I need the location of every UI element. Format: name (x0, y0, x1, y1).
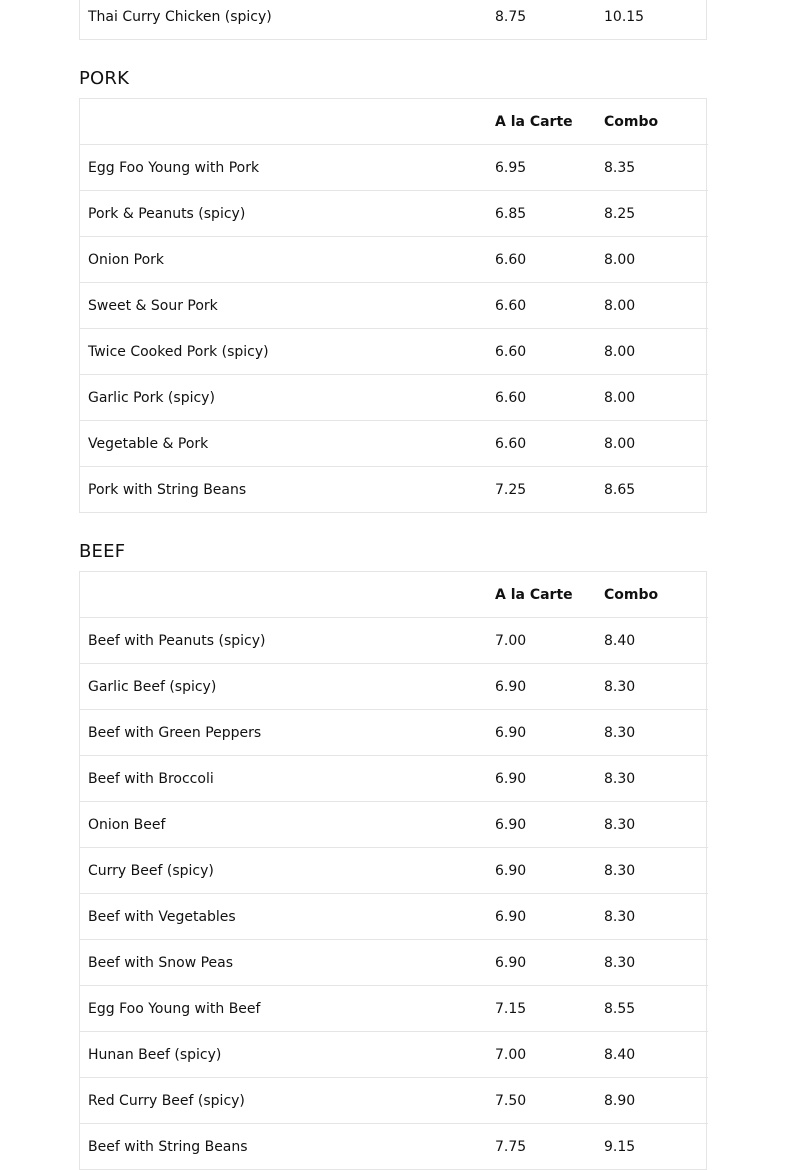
combo-price-cell: 8.30 (596, 710, 708, 756)
a-la-carte-price-cell: 6.95 (487, 145, 596, 191)
table-row (80, 421, 708, 467)
table-row (80, 618, 708, 664)
table-row (80, 894, 708, 940)
table-row (80, 1124, 708, 1170)
item-name-cell: Pork & Peanuts (spicy) (80, 191, 487, 237)
a-la-carte-price-cell: 6.90 (487, 710, 596, 756)
combo-price-cell: 8.65 (596, 467, 708, 513)
pork-table-body (80, 99, 708, 512)
header-combo-cell: Combo (604, 586, 659, 603)
item-name-cell: Egg Foo Young with Beef (80, 986, 487, 1032)
a-la-carte-price-cell: 7.00 (487, 1032, 596, 1078)
table-row (80, 1078, 708, 1124)
item-name-cell: Vegetable & Pork (80, 421, 487, 467)
item-name-cell: Pork with String Beans (80, 467, 487, 513)
beef-table-body (80, 572, 708, 1169)
table-row (80, 848, 708, 894)
header-combo-cell: Combo (604, 113, 659, 130)
combo-price-cell: 8.00 (596, 329, 708, 375)
combo-price-cell: 10.15 (604, 8, 645, 25)
a-la-carte-price-cell: 6.60 (487, 283, 596, 329)
combo-price-cell: 8.30 (596, 848, 708, 894)
table-row (80, 329, 708, 375)
combo-price-cell: 8.40 (596, 618, 708, 664)
combo-price-cell: 8.40 (596, 1032, 708, 1078)
table-row (80, 710, 708, 756)
header-name-cell (80, 99, 487, 145)
a-la-carte-price-cell: 6.90 (487, 802, 596, 848)
table-row (80, 802, 708, 848)
a-la-carte-price-cell: 7.75 (487, 1124, 596, 1170)
item-name-cell: Beef with Green Peppers (80, 710, 487, 756)
pork-table (79, 98, 707, 513)
item-name-cell: Thai Curry Chicken (spicy) (88, 8, 272, 25)
beef-table-grid (80, 572, 708, 1169)
a-la-carte-price-cell: 6.90 (487, 848, 596, 894)
table-row (80, 986, 708, 1032)
chicken-table-body (80, 0, 708, 39)
table-row (80, 940, 708, 986)
combo-price-cell: 8.00 (596, 421, 708, 467)
combo-price-cell: 8.30 (596, 802, 708, 848)
a-la-carte-price-cell: 6.90 (487, 756, 596, 802)
a-la-carte-price-cell: 8.75 (495, 8, 527, 25)
combo-price-cell: 8.30 (596, 894, 708, 940)
item-name-cell: Beef with Snow Peas (80, 940, 487, 986)
combo-price-cell: 8.00 (596, 283, 708, 329)
combo-price-cell: 8.90 (596, 1078, 708, 1124)
a-la-carte-price-cell: 6.90 (487, 894, 596, 940)
a-la-carte-price-cell: 6.60 (487, 421, 596, 467)
item-name-cell: Beef with Peanuts (spicy) (80, 618, 487, 664)
chicken-table (79, 0, 707, 40)
a-la-carte-price-cell: 6.60 (487, 375, 596, 421)
beef-table (79, 571, 707, 1170)
table-row (80, 467, 708, 513)
combo-price-cell: 9.15 (596, 1124, 708, 1170)
table-row (80, 756, 708, 802)
a-la-carte-price-cell: 7.25 (487, 467, 596, 513)
combo-price-cell: 8.30 (596, 940, 708, 986)
table-row (80, 375, 708, 421)
a-la-carte-price-cell: 7.50 (487, 1078, 596, 1124)
table-row (80, 237, 708, 283)
a-la-carte-price-cell: 6.90 (487, 940, 596, 986)
combo-price-cell: 8.30 (596, 664, 708, 710)
item-name-cell: Garlic Pork (spicy) (80, 375, 487, 421)
header-a-la-carte-cell: A la Carte (495, 586, 573, 603)
table-row (80, 283, 708, 329)
item-name-cell: Onion Beef (80, 802, 487, 848)
table-row (80, 664, 708, 710)
item-name-cell: Egg Foo Young with Pork (80, 145, 487, 191)
item-name-cell: Onion Pork (80, 237, 487, 283)
combo-price-cell: 8.25 (596, 191, 708, 237)
item-name-cell: Beef with String Beans (80, 1124, 487, 1170)
table-row (80, 0, 708, 39)
menu-page (79, 0, 707, 1170)
item-name-cell: Beef with Vegetables (80, 894, 487, 940)
pork-table-grid (80, 99, 708, 512)
combo-price-cell: 8.00 (596, 237, 708, 283)
a-la-carte-price-cell: 6.85 (487, 191, 596, 237)
combo-price-cell: 8.55 (596, 986, 708, 1032)
table-row (80, 1032, 708, 1078)
combo-price-cell: 8.35 (596, 145, 708, 191)
table-row (80, 145, 708, 191)
header-a-la-carte-cell: A la Carte (495, 113, 573, 130)
table-header-row (80, 572, 708, 618)
pork-section-title: PORK (79, 68, 130, 89)
item-name-cell: Garlic Beef (spicy) (80, 664, 487, 710)
item-name-cell: Curry Beef (spicy) (80, 848, 487, 894)
item-name-cell: Red Curry Beef (spicy) (80, 1078, 487, 1124)
table-header-row (80, 99, 708, 145)
item-name-cell: Sweet & Sour Pork (80, 283, 487, 329)
item-name-cell: Twice Cooked Pork (spicy) (80, 329, 487, 375)
a-la-carte-price-cell: 6.60 (487, 237, 596, 283)
item-name-cell: Beef with Broccoli (80, 756, 487, 802)
a-la-carte-price-cell: 7.15 (487, 986, 596, 1032)
a-la-carte-price-cell: 7.00 (487, 618, 596, 664)
a-la-carte-price-cell: 6.60 (487, 329, 596, 375)
item-name-cell: Hunan Beef (spicy) (80, 1032, 487, 1078)
combo-price-cell: 8.00 (596, 375, 708, 421)
a-la-carte-price-cell: 6.90 (487, 664, 596, 710)
combo-price-cell: 8.30 (596, 756, 708, 802)
chicken-table-grid (80, 0, 708, 39)
header-name-cell (80, 572, 487, 618)
table-row (80, 191, 708, 237)
beef-section-title: BEEF (79, 541, 126, 562)
